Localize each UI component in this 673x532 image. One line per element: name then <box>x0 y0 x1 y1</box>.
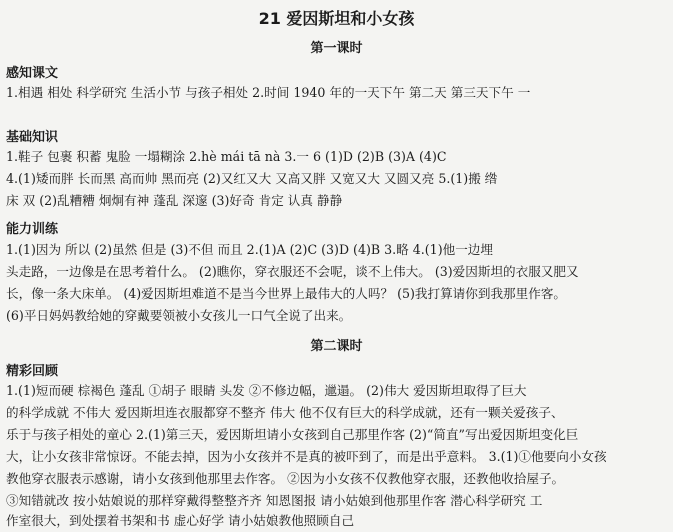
answer-line: 4.(1)矮而胖 长而黑 高而帅 黑而亮 (2)又红又大 又高又胖 又宽又大 又圆又亮 5.(1)搬 绺 <box>6 171 498 186</box>
answer-line: 教他穿衣服表示感谢，请小女孩到他那里去作客。 ②因为小女孩不仅教他穿衣服，还教他收拾屋子。 <box>6 471 565 486</box>
answer-line: 1.(1)短而硬 棕褐色 蓬乱 ①胡子 眼睛 头发 ②不修边幅，邋遢。 (2)伟大 爱因斯坦取得了巨大 <box>6 383 527 398</box>
section-basic-knowledge: 基础知识 <box>6 130 59 145</box>
answer-line: 长，像一条大床单。 (4)爱因斯坦难道不是当今世界上最伟大的人吗？ (5)我打算请你到我那里作客。 <box>6 286 567 301</box>
page-title: 21 爱因斯坦和小女孩 <box>258 9 415 28</box>
answer-line: 头走路，一边像是在思考着什么。 (2)瞧你，穿衣服还不会呢，谈不上伟大。 (3)爱因斯坦的衣服又肥又 <box>6 264 579 279</box>
lesson1-title: 第一课时 <box>310 41 363 56</box>
answer-line: 床 双 (2)乱糟糟 炯炯有神 蓬乱 深邃 (3)好奇 肯定 认真 静静 <box>6 193 343 208</box>
section-ability-training: 能力训练 <box>6 222 59 237</box>
section-review: 精彩回顾 <box>6 364 59 379</box>
answer-line: 1.相遇 相处 科学研究 生活小节 与孩子相处 2.时间 1940 年的一天下午 第二天 第三天下午 一 <box>6 85 531 100</box>
answer-line: (6)平日妈妈教给她的穿戴要领被小女孩儿一口气全说了出来。 <box>6 308 352 323</box>
section-perception: 感知课文 <box>6 66 59 81</box>
lesson2-title: 第二课时 <box>310 339 363 354</box>
answer-line: 1.(1)因为 所以 (2)虽然 但是 (3)不但 而且 2.(1)A (2)C (3)D (4)B 3.略 4.(1)他一边埋 <box>6 242 493 257</box>
answer-line: ③知错就改 按小姑娘说的那样穿戴得整整齐齐 知恩图报 请小姑娘到他那里作客 潜心科学研究 工 <box>6 493 543 508</box>
answer-line: 大，让小女孩非常惊讶。不能去掉，因为小女孩并不是真的被吓到了，而是出乎意料。 3.(1)①他要向小女孩 <box>6 449 607 464</box>
answer-line: 1.鞋子 包裹 积蓄 鬼脸 一塌糊涂 2.hè mái tā nà 3.一 6 (1)D (2)B (3)A (4)C <box>6 149 447 164</box>
answer-line: 的科学成就 不伟大 爱因斯坦连衣服都穿不整齐 伟大 他不仅有巨大的科学成就，还有一颗关爱孩子、 <box>6 405 564 420</box>
answer-line: 乐于与孩子相处的童心 2.(1)第三天，爱因斯坦请小女孩到自己那里作客 (2)“简直”写出爱因斯坦变化巨 <box>6 427 579 442</box>
answer-line: 作室很大，到处摆着书架和书 虚心好学 请小姑娘教他照顾自己 <box>6 513 355 528</box>
